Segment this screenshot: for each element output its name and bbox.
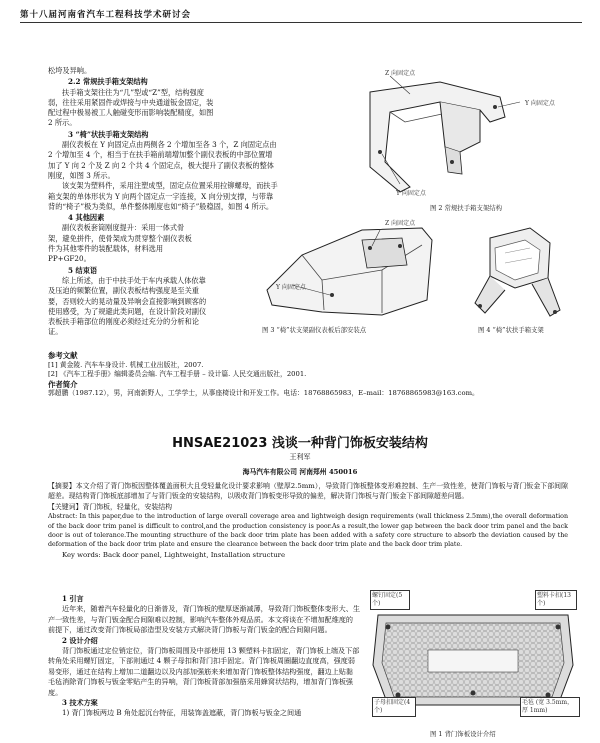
running-header: 第十八届河南省汽车工程科技学术研讨会 [20, 8, 582, 23]
figure-1-label-snap: 子母扣固定(4 个) [372, 697, 416, 717]
section-2-2-title: 2.2 常规扶手箱支架结构 [68, 77, 148, 87]
abstract-en: Abstract: In this paper,due to the introduction of large overall coverage area and lightweigh design requirements (wall thickness 2.5mm),the overall deformation of the back door trim panel is difficult to control,and the production consistency is poor.As a result,the lower gap between the back door trim panel and the back door is out of tolerance.The mounting structhure of the back door trim plate has been added with a safety core structure to absorb the deviation caused by the deformation of the back door trim plate and ensure the clearance between the back door trim plate and the back door trim plate. [48, 513, 568, 549]
figure-3-console-drawing [262, 220, 437, 320]
figure-2-label-y2: Y 向固定点 [396, 190, 426, 197]
section-5-title: 5 结束语 [68, 265, 98, 275]
figure-2-label-z: Z 向固定点 [385, 70, 416, 77]
figure-1-label-bolt: 螺钉固定(5 个) [370, 590, 410, 610]
abstract-cn: 【摘要】本文介绍了背门饰板因整体覆盖面积大且受轻量化设计要求影响（壁厚2.5mm），导致背门饰板整体变形难控制、生产一致性差，使背门饰板与背门钣金下部间隙超差。现结构背门饰板底部增加了与背门钣金的安装结构，以吸收背门饰板变形导致的偏差，解决背门饰板与背门钣金下部间隙超差问题。 [48, 482, 568, 501]
p2-section-2-paragraph: 背门饰板通过定位销定位，背门饰板周围及中部使用 13 颗塑料卡扣固定，背门饰板上端及下部转角处采用螺钉固定，下部则通过 4 颗子母扣和背门扣手固定。背门饰板周圈翻边直度高，强度弱易变形，通过在结构上增加二道翻边以及内部加强筋来来增加背门饰板整体结构强度，翻边上贴黏毛毡消除背门饰板与钣金零贴产生的异响，背门饰板背部加强筋采用蜂窝状结构，增加背门饰板强度。 [48, 646, 360, 697]
figure-2-bracket-drawing [330, 62, 580, 202]
figure-3-label-y: Y 向固定点 [276, 284, 306, 291]
p2-section-1-paragraph: 近年来，随着汽车轻量化的日渐普及，背门饰板的壁厚逐渐减薄，导致背门饰板整体变形大、生产一致性差，与背门钣金配合间隙难以控制，影响汽车整体外观品质。本文将谈在不增加配维度的前提下，通过改变背门饰板局部造型及安装方式解决背门饰板与背门钣金的配合间隙问题。 [48, 604, 360, 635]
reference-2: [2] 《汽车工程手册》编辑委员会编. 汽车工程手册 – 设计篇. 人民交通出版社，2001. [48, 370, 307, 379]
p2-section-3-paragraph: 1) 背门饰板两边 B 角处起沉台特征，用装饰盖遮蔽，背门饰板与钣金之间通 [62, 708, 302, 718]
paper-2-body [48, 594, 360, 719]
figure-3-label-z: Z 向固定点 [385, 220, 416, 227]
paper-2-affiliation: 海马汽车有限公司 河南郑州 450016 [242, 468, 358, 476]
section-3-paragraph-1: 副仪表板在 Y 向固定点由两侧各 2 个增加至各 3 个，Z 向固定点由 2 个增加至 4 个，相当于在扶手箱前端增加整个副仪表板的中部位置增加了 Y 向 2 个及 Z 向 2 个共 4 个固定点，极大提升了副仪表板的整体刚度，如图 3 所示。 [48, 140, 277, 180]
p2-section-3-title: 3 技术方案 [62, 698, 98, 708]
figure-2-caption: 图 2 常规扶手箱支架结构 [430, 204, 503, 212]
section-2-2-paragraph: 扶手箱支架往往为“几”型或“Z”型，结构强度弱，往往采用紧固件或焊接与中央通道钣金固定，装配过程中极易被工人触碰变形而影响装配精度，如图 2 所示。 [48, 87, 214, 128]
keywords-en: Key words: Back door panel, Lightweight, Installation structure [62, 550, 286, 559]
figure-1-label-felt: 毛毡 (宽 3.5mm，厚 1mm) [520, 697, 580, 717]
figure-4-chair-bracket-drawing [460, 218, 580, 323]
abstract-block [48, 481, 568, 560]
reference-1: [1] 黄金陵. 汽车车身设计. 机械工业出版社，2007. [48, 360, 204, 369]
references-block [48, 351, 568, 399]
paper-2-author: 王利军 [289, 453, 311, 461]
section-3-title: 3 “椅”状扶手箱支架结构 [68, 129, 149, 139]
figure-3-caption: 图 3 “椅”状支架副仪表板后部安装点 [262, 326, 367, 334]
p2-section-2-title: 2 设计介绍 [62, 635, 98, 645]
section-4-paragraph: 副仪表板套筒刚度提升：采用一体式骨架，避免拼件，使骨架成为贯穿整个副仪表板件为其他零件的装配载体，材料选用 PP+GF20。 [48, 223, 192, 264]
figure-4-caption: 图 4 “椅”状扶手箱支架 [478, 326, 544, 334]
keywords-cn: 【关键词】背门饰板，轻量化，安装结构 [48, 502, 173, 511]
section-3-paragraph-2: 该支架为塑料件，采用注塑成型，固定点位置采用拉铆螺母，而扶手箱支架的单体形状为 Y 向两个固定点一字连接，X 向分别支撑，与带靠背的“椅子”极为类似，单件整体刚度也如“椅子”般稳固，如图 4 所示。 [48, 181, 278, 211]
figure-1-caption: 图 1 背门饰板设计介绍 [430, 730, 496, 738]
references-heading: 参考文献 [48, 351, 78, 360]
section-5-paragraph: 综上所述，由于中扶手处于车内承载人体依靠及压迫的频繁位置，副仪表板结构强度是至关重要，否则较大的晃动量及异响会直接影响到顾客的使用感受，为了规避此类问题，在设计阶段对副仪表板扶手箱部位的刚度必须经过充分的分析和论证。 [48, 275, 207, 337]
author-bio: 郭超鹏（1987.12），男，河南新野人，工学学士，从事座椅设计和开发工作。电话：18768865983，E–mail：18768865983@163.com。 [48, 389, 479, 398]
paper-2-title: HNSAE21023 浅谈一种背门饰板安装结构 [172, 436, 428, 451]
intro-continuation: 松垮及异响。 [48, 66, 92, 75]
author-heading: 作者简介 [48, 379, 78, 389]
section-4-title: 4 其他因素 [68, 213, 105, 223]
figure-2-label-y1: Y 向固定点 [525, 100, 555, 107]
figure-1-label-clip: 塑料卡扣(13 个) [535, 590, 577, 610]
p2-section-1-title: 1 引言 [62, 594, 84, 603]
